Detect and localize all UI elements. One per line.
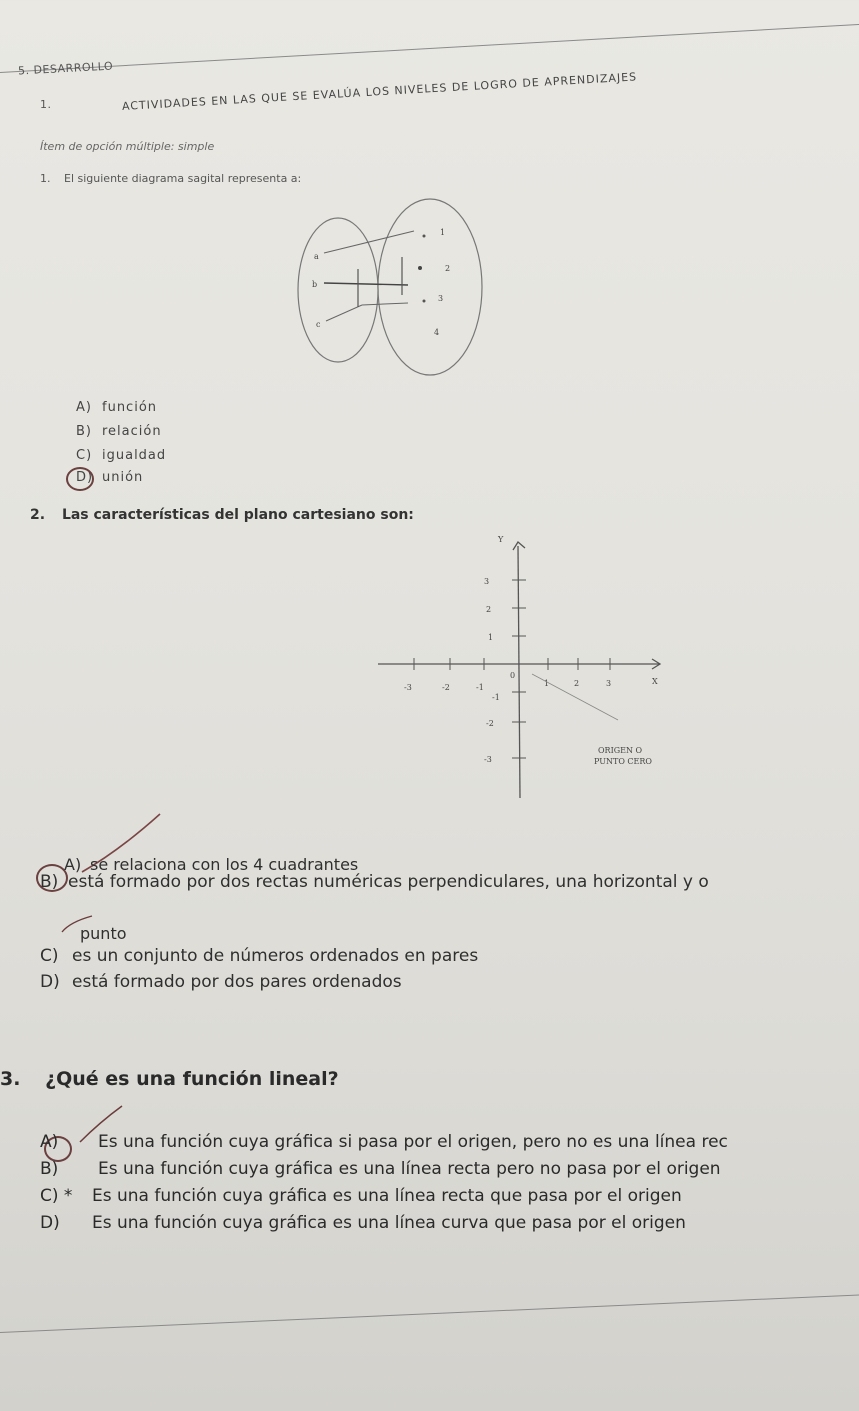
domain-element-b: b: [312, 280, 318, 289]
question-1: [40, 172, 301, 185]
y-axis-arrow: [513, 542, 525, 550]
item-type: Ítem de opción múltiple: simple: [40, 140, 215, 153]
q3-option-b[interactable]: B) Es una función cuya gráfica es una línea recta pero no pasa por el origen: [40, 1159, 721, 1179]
question-3-text: ¿Qué es una función lineal?: [45, 1068, 339, 1090]
q3-option-d[interactable]: D) Es una función cuya gráfica es una línea curva que pasa por el origen: [40, 1213, 686, 1233]
arrow-c-to-3: [326, 305, 362, 321]
x-tick-label-2: 2: [574, 679, 580, 688]
q2-option-b[interactable]: B) está formado por dos rectas numéricas perpendiculares, una horizontal y o: [40, 872, 709, 892]
sagittal-diagram: [290, 195, 500, 385]
x-tick-label-neg2: -2: [442, 683, 450, 692]
y-tick-label-neg1: -1: [492, 693, 500, 702]
question-1-number: 1.: [40, 172, 51, 185]
subsection-number: 1.: [40, 98, 52, 111]
y-axis: [518, 546, 520, 798]
arrow-c-extension: [362, 303, 408, 305]
question-3: [0, 1068, 339, 1090]
question-2: [30, 507, 414, 523]
codomain-ellipse: [378, 199, 482, 375]
q1-option-d[interactable]: D) unión: [76, 470, 144, 485]
bottom-border-line: [0, 1294, 859, 1333]
origin-note-line1: ORIGEN O: [598, 746, 643, 755]
y-tick-label-1: 1: [488, 633, 494, 642]
x-tick-label-neg3: -3: [404, 683, 412, 692]
q3-option-a[interactable]: A) Es una función cuya gráfica si pasa por el origen, pero no es una línea rec: [40, 1132, 728, 1152]
q2-option-b-continuation: punto: [80, 924, 127, 943]
arrowhead-2: [418, 266, 422, 270]
domain-element-a: a: [314, 252, 319, 261]
cartesian-plane: [360, 528, 690, 808]
arrowhead-3: [423, 300, 426, 303]
x-tick-label-0: 0: [510, 671, 516, 680]
y-tick-label-neg2: -2: [486, 719, 494, 728]
question-3-number: 3.: [0, 1068, 21, 1090]
top-border-line: [0, 23, 859, 73]
q1-option-a[interactable]: A) función: [76, 400, 158, 415]
q1-answer-mark: [66, 467, 94, 491]
arrow-b-to-3: [324, 283, 408, 285]
domain-element-c: c: [316, 320, 321, 329]
q1-option-c[interactable]: C) igualdad: [76, 448, 167, 463]
y-tick-label-3: 3: [484, 577, 490, 586]
y-tick-label-neg3: -3: [484, 755, 492, 764]
origin-note-line2: PUNTO CERO: [594, 757, 652, 766]
x-tick-label-1: 1: [544, 679, 550, 688]
x-axis-label: X: [652, 677, 658, 686]
y-tick-label-2: 2: [486, 605, 492, 614]
q2-option-d[interactable]: D) está formado por dos pares ordenados: [40, 972, 402, 992]
section-title: 5. DESARROLLO: [17, 59, 114, 78]
question-2-number: 2.: [30, 507, 46, 523]
x-tick-label-3: 3: [606, 679, 612, 688]
codomain-element-3: 3: [438, 294, 444, 303]
q1-option-b[interactable]: B) relación: [76, 424, 162, 439]
codomain-element-2: 2: [445, 264, 451, 273]
subsection-title: ACTIVIDADES EN LAS QUE SE EVALÚA LOS NIVELES DE LOGRO DE APRENDIZAJES: [121, 70, 638, 113]
question-2-text: Las características del plano cartesiano son:: [61, 507, 414, 523]
question-1-text: El siguiente diagrama sagital representa a:: [64, 172, 302, 185]
y-axis-label: Y: [498, 535, 504, 544]
q2-option-a[interactable]: A) se relaciona con los 4 cuadrantes: [64, 855, 359, 874]
arrowhead-1: [423, 235, 426, 238]
arrow-a-to-1: [324, 231, 414, 253]
q3-option-c[interactable]: C) * Es una función cuya gráfica es una línea recta que pasa por el origen: [40, 1186, 682, 1206]
codomain-element-1: 1: [440, 228, 446, 237]
domain-ellipse: [298, 218, 378, 362]
x-tick-label-neg1: -1: [476, 683, 484, 692]
codomain-element-4: 4: [434, 328, 440, 337]
q2-option-c[interactable]: C) es un conjunto de números ordenados en pares: [40, 946, 479, 966]
